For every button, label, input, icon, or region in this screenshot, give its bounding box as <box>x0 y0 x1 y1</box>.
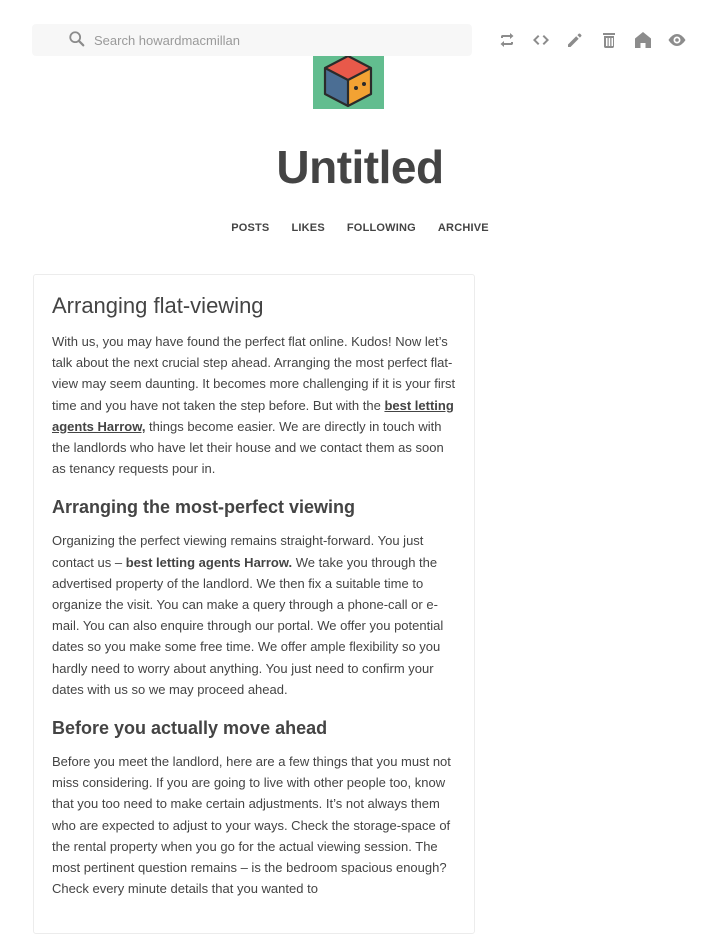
embed-button[interactable] <box>524 27 558 53</box>
bold-text: best letting agents Harrow. <box>125 554 293 570</box>
blog-title[interactable]: Untitled <box>276 141 444 193</box>
blog-nav <box>0 222 720 234</box>
eye-icon <box>667 30 687 50</box>
delete-trash-icon <box>599 30 619 50</box>
search-input[interactable] <box>94 28 454 52</box>
paragraph-text: With us, you may have found the perfect flat online. Kudos! Now let’s talk about the next crucial step ahead. Arranging the most perfect flat-view may seem daunting. It becomes more challenging if it is your first time and you have not taken the step before. But with the <box>52 334 456 413</box>
section-heading: Before you actually move ahead <box>52 718 328 739</box>
blog-controls <box>490 27 694 53</box>
nav-likes[interactable]: LIKES <box>291 222 325 234</box>
post-title: Arranging flat-viewing <box>52 293 264 318</box>
nav-archive[interactable]: ARCHIVE <box>437 222 489 234</box>
post-paragraph <box>52 530 457 700</box>
paragraph-text: We take you through the advertised property of the landlord. We then fix a suitable time to organize the visit. You can make a query through a phone-call or e-mail. You can also enquire through our portal. We offer you potential dates so you make some free time. We offer ample flexibility so you hardly need to worry about anything. You just need to confirm your dates with us so we may proceed ahead. <box>52 554 444 697</box>
paragraph-text: Organizing the perfect viewing remains straight-forward. You just contact us – <box>52 533 424 570</box>
nav-posts[interactable]: POSTS <box>231 222 270 234</box>
text-post <box>33 274 475 934</box>
post-paragraph: Before you meet the landlord, here are a few things that you must not miss considering. If you are going to live with other people too, know that you too need to make certain adjustments. It’s not always them who are expected to adjust to your ways. Check the storage-space of the rental property when you go for the actual viewing session. The most pertinent question remains – is the bedroom spacious enough? Check every minute details that you wanted to <box>52 754 451 897</box>
view-button[interactable] <box>660 27 694 53</box>
search-icon <box>68 30 86 48</box>
post-paragraph <box>52 331 457 479</box>
letting-agents-link[interactable]: best letting agents Harrow, <box>52 397 454 434</box>
paragraph-text: things become easier. We are directly in touch with the landlords who have let their house and we contact them as soon as tenancy requests pour in. <box>52 418 444 477</box>
edit-button[interactable] <box>558 27 592 53</box>
reblog-icon <box>497 30 517 50</box>
delete-button[interactable] <box>592 27 626 53</box>
home-icon <box>633 30 653 50</box>
edit-pencil-icon <box>565 30 585 50</box>
reblog-button[interactable] <box>490 27 524 53</box>
section-heading: Arranging the most-perfect viewing <box>52 497 356 518</box>
embed-code-icon <box>531 30 551 50</box>
home-button[interactable] <box>626 27 660 53</box>
search-box[interactable] <box>32 24 472 56</box>
nav-following[interactable]: FOLLOWING <box>346 222 416 234</box>
cube-face-avatar-icon <box>313 56 384 109</box>
blog-avatar[interactable] <box>313 56 384 109</box>
